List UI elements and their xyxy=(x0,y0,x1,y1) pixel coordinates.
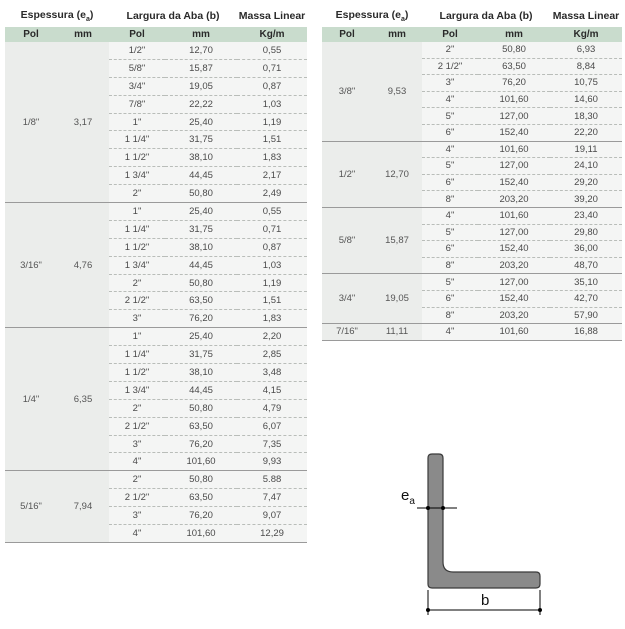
width-pol-cell: 8" xyxy=(422,307,478,324)
mass-cell: 0,87 xyxy=(237,77,307,95)
width-mm-cell: 203,20 xyxy=(478,307,550,324)
width-mm-cell: 63,50 xyxy=(165,292,237,310)
mass-cell: 2,20 xyxy=(237,328,307,346)
mass-cell: 1,51 xyxy=(237,131,307,149)
subheader-mm: mm xyxy=(478,27,550,42)
width-pol-cell: 2" xyxy=(109,399,165,417)
width-dim-dot xyxy=(538,608,542,612)
width-pol-cell: 2 1/2" xyxy=(109,292,165,310)
width-mm-cell: 76,20 xyxy=(165,310,237,328)
width-pol-cell: 1 1/4" xyxy=(109,131,165,149)
table-body-left xyxy=(5,42,307,542)
width-mm-cell: 50,80 xyxy=(478,42,550,58)
mass-cell: 23,40 xyxy=(550,207,622,224)
width-pol-cell: 1 3/4" xyxy=(109,167,165,185)
mass-cell: 39,20 xyxy=(550,191,622,208)
width-dim-dot xyxy=(426,608,430,612)
header-espessura: Espessura $(e_a)$ xyxy=(5,5,109,27)
width-mm-cell: 25,40 xyxy=(165,203,237,221)
width-mm-cell: 50,80 xyxy=(165,399,237,417)
width-mm-cell: 22,22 xyxy=(165,95,237,113)
header-espessura: Espessura $(e_a)$ xyxy=(322,5,422,27)
width-pol-cell: 5/8" xyxy=(109,59,165,77)
width-mm-cell: 44,45 xyxy=(165,167,237,185)
subheader-pol: Pol xyxy=(322,27,372,42)
width-mm-cell: 38,10 xyxy=(165,364,237,382)
thickness-mm-cell: 12,70 xyxy=(372,141,422,207)
width-pol-cell: 1" xyxy=(109,203,165,221)
width-mm-cell: 50,80 xyxy=(165,274,237,292)
width-mm-cell: 63,50 xyxy=(165,417,237,435)
thickness-dim-dot xyxy=(426,506,430,510)
width-pol-cell: 8" xyxy=(422,191,478,208)
width-mm-cell: 12,70 xyxy=(165,42,237,59)
width-pol-cell: 2" xyxy=(422,42,478,58)
width-pol-cell: 3" xyxy=(109,507,165,525)
width-pol-cell: 3" xyxy=(422,75,478,92)
width-pol-cell: 3" xyxy=(109,310,165,328)
mass-cell: 2,17 xyxy=(237,167,307,185)
width-pol-cell: 1 1/4" xyxy=(109,346,165,364)
mass-cell: 4,15 xyxy=(237,381,307,399)
width-mm-cell: 50,80 xyxy=(165,471,237,489)
mass-cell: 42,70 xyxy=(550,290,622,307)
mass-cell: 0,55 xyxy=(237,203,307,221)
width-mm-cell: 76,20 xyxy=(165,507,237,525)
width-mm-cell: 76,20 xyxy=(165,435,237,453)
mass-cell: 4,79 xyxy=(237,399,307,417)
width-pol-cell: 1 1/2" xyxy=(109,238,165,256)
thickness-mm-cell: 19,05 xyxy=(372,274,422,324)
mass-cell: 1,19 xyxy=(237,274,307,292)
angle-table-right xyxy=(322,5,622,341)
width-mm-cell: 101,60 xyxy=(478,324,550,341)
width-pol-cell: 5" xyxy=(422,108,478,125)
mass-cell: 48,70 xyxy=(550,257,622,274)
width-mm-cell: 31,75 xyxy=(165,346,237,364)
mass-cell: 1,19 xyxy=(237,113,307,131)
mass-cell: 16,88 xyxy=(550,324,622,341)
width-mm-cell: 203,20 xyxy=(478,257,550,274)
width-mm-cell: 152,40 xyxy=(478,290,550,307)
width-pol-cell: 4" xyxy=(422,91,478,108)
mass-cell: 1,03 xyxy=(237,256,307,274)
thickness-dim-dot xyxy=(441,506,445,510)
mass-cell: 5.88 xyxy=(237,471,307,489)
mass-cell: 35,10 xyxy=(550,274,622,291)
width-mm-cell: 31,75 xyxy=(165,131,237,149)
width-pol-cell: 1 3/4" xyxy=(109,381,165,399)
table-row xyxy=(5,203,307,221)
width-mm-cell: 152,40 xyxy=(478,241,550,258)
width-pol-cell: 6" xyxy=(422,290,478,307)
table-row xyxy=(322,141,622,158)
width-mm-cell: 19,05 xyxy=(165,77,237,95)
mass-cell: 22,20 xyxy=(550,124,622,141)
width-mm-cell: 203,20 xyxy=(478,191,550,208)
header-massa: Massa Linear xyxy=(550,5,622,27)
width-mm-cell: 31,75 xyxy=(165,220,237,238)
subheader-mm: mm xyxy=(57,27,109,42)
mass-cell: 10,75 xyxy=(550,75,622,92)
width-pol-cell: 3" xyxy=(109,435,165,453)
thickness-pol-cell: 1/8" xyxy=(5,42,57,203)
thickness-label: $e_a$ xyxy=(401,487,415,507)
thickness-pol-cell: 1/4" xyxy=(5,328,57,471)
width-mm-cell: 44,45 xyxy=(165,381,237,399)
mass-cell: 2,49 xyxy=(237,185,307,203)
width-pol-cell: 2 1/2" xyxy=(422,58,478,75)
mass-cell: 6,07 xyxy=(237,417,307,435)
width-pol-cell: 2" xyxy=(109,274,165,292)
width-mm-cell: 101,60 xyxy=(478,91,550,108)
thickness-pol-cell: 3/16" xyxy=(5,203,57,328)
mass-cell: 7,35 xyxy=(237,435,307,453)
width-mm-cell: 101,60 xyxy=(165,453,237,471)
mass-cell: 1,03 xyxy=(237,95,307,113)
table-row xyxy=(5,471,307,489)
width-pol-cell: 6" xyxy=(422,174,478,191)
mass-cell: 0,55 xyxy=(237,42,307,59)
width-mm-cell: 101,60 xyxy=(478,141,550,158)
width-mm-cell: 127,00 xyxy=(478,158,550,175)
mass-cell: 36,00 xyxy=(550,241,622,258)
width-pol-cell: 6" xyxy=(422,241,478,258)
width-mm-cell: 25,40 xyxy=(165,328,237,346)
table-row xyxy=(322,324,622,341)
width-pol-cell: 5" xyxy=(422,224,478,241)
mass-cell: 9,07 xyxy=(237,507,307,525)
width-mm-cell: 152,40 xyxy=(478,174,550,191)
mass-cell: 1,51 xyxy=(237,292,307,310)
width-pol-cell: 6" xyxy=(422,124,478,141)
mass-cell: 0,71 xyxy=(237,59,307,77)
width-mm-cell: 127,00 xyxy=(478,224,550,241)
width-pol-cell: 5" xyxy=(422,158,478,175)
thickness-mm-cell: 9,53 xyxy=(372,42,422,141)
thickness-mm-cell: 11,11 xyxy=(372,324,422,341)
angle-profile-diagram xyxy=(395,450,555,620)
mass-cell: 0,87 xyxy=(237,238,307,256)
mass-cell: 2,85 xyxy=(237,346,307,364)
angle-table-left xyxy=(5,5,307,543)
width-pol-cell: 4" xyxy=(422,141,478,158)
subheader-pol: Pol xyxy=(422,27,478,42)
mass-cell: 29,20 xyxy=(550,174,622,191)
width-mm-cell: 127,00 xyxy=(478,108,550,125)
width-mm-cell: 101,60 xyxy=(478,207,550,224)
width-label: b xyxy=(481,592,490,609)
width-pol-cell: 3/4" xyxy=(109,77,165,95)
width-mm-cell: 76,20 xyxy=(478,75,550,92)
width-mm-cell: 63,50 xyxy=(478,58,550,75)
mass-cell: 57,90 xyxy=(550,307,622,324)
thickness-pol-cell: 7/16" xyxy=(322,324,372,341)
mass-cell: 29,80 xyxy=(550,224,622,241)
header-massa: Massa Linear xyxy=(237,5,307,27)
mass-cell: 19,11 xyxy=(550,141,622,158)
subheader-kgm: Kg/m xyxy=(237,27,307,42)
thickness-mm-cell: 3,17 xyxy=(57,42,109,203)
thickness-pol-cell: 1/2" xyxy=(322,141,372,207)
width-pol-cell: 1 1/2" xyxy=(109,364,165,382)
table-row xyxy=(5,42,307,59)
mass-cell: 12,29 xyxy=(237,525,307,543)
thickness-pol-cell: 3/4" xyxy=(322,274,372,324)
subheader-kgm: Kg/m xyxy=(550,27,622,42)
mass-cell: 9,93 xyxy=(237,453,307,471)
width-pol-cell: 7/8" xyxy=(109,95,165,113)
width-pol-cell: 2" xyxy=(109,185,165,203)
table-row xyxy=(322,274,622,291)
table-row xyxy=(322,207,622,224)
subheader-pol: Pol xyxy=(109,27,165,42)
width-mm-cell: 25,40 xyxy=(165,113,237,131)
table-body-right xyxy=(322,42,622,340)
width-mm-cell: 44,45 xyxy=(165,256,237,274)
width-pol-cell: 2 1/2" xyxy=(109,417,165,435)
thickness-mm-cell: 7,94 xyxy=(57,471,109,543)
width-mm-cell: 63,50 xyxy=(165,489,237,507)
thickness-mm-cell: 15,87 xyxy=(372,207,422,273)
angle-profile-shape xyxy=(428,454,540,588)
width-pol-cell: 2" xyxy=(109,471,165,489)
mass-cell: 14,60 xyxy=(550,91,622,108)
width-pol-cell: 1" xyxy=(109,328,165,346)
width-pol-cell: 4" xyxy=(109,453,165,471)
width-mm-cell: 127,00 xyxy=(478,274,550,291)
width-pol-cell: 1/2" xyxy=(109,42,165,59)
width-pol-cell: 5" xyxy=(422,274,478,291)
width-pol-cell: 4" xyxy=(422,324,478,341)
width-mm-cell: 38,10 xyxy=(165,238,237,256)
width-pol-cell: 8" xyxy=(422,257,478,274)
table-row xyxy=(5,328,307,346)
thickness-mm-cell: 4,76 xyxy=(57,203,109,328)
mass-cell: 3,48 xyxy=(237,364,307,382)
subheader-mm: mm xyxy=(165,27,237,42)
width-pol-cell: 1 3/4" xyxy=(109,256,165,274)
width-pol-cell: 2 1/2" xyxy=(109,489,165,507)
mass-cell: 7,47 xyxy=(237,489,307,507)
header-largura: Largura da Aba (b) xyxy=(422,5,550,27)
width-pol-cell: 4" xyxy=(422,207,478,224)
mass-cell: 0,71 xyxy=(237,220,307,238)
thickness-pol-cell: 5/8" xyxy=(322,207,372,273)
thickness-mm-cell: 6,35 xyxy=(57,328,109,471)
mass-cell: 1,83 xyxy=(237,149,307,167)
thickness-pol-cell: 3/8" xyxy=(322,42,372,141)
subheader-mm: mm xyxy=(372,27,422,42)
mass-cell: 18,30 xyxy=(550,108,622,125)
width-mm-cell: 38,10 xyxy=(165,149,237,167)
width-mm-cell: 152,40 xyxy=(478,124,550,141)
width-mm-cell: 101,60 xyxy=(165,525,237,543)
width-mm-cell: 50,80 xyxy=(165,185,237,203)
table-row xyxy=(322,42,622,58)
width-pol-cell: 1 1/2" xyxy=(109,149,165,167)
width-mm-cell: 15,87 xyxy=(165,59,237,77)
width-pol-cell: 1" xyxy=(109,113,165,131)
header-largura: Largura da Aba (b) xyxy=(109,5,237,27)
mass-cell: 6,93 xyxy=(550,42,622,58)
thickness-pol-cell: 5/16" xyxy=(5,471,57,543)
width-pol-cell: 4" xyxy=(109,525,165,543)
mass-cell: 1,83 xyxy=(237,310,307,328)
width-pol-cell: 1 1/4" xyxy=(109,220,165,238)
mass-cell: 24,10 xyxy=(550,158,622,175)
subheader-pol: Pol xyxy=(5,27,57,42)
mass-cell: 8,84 xyxy=(550,58,622,75)
